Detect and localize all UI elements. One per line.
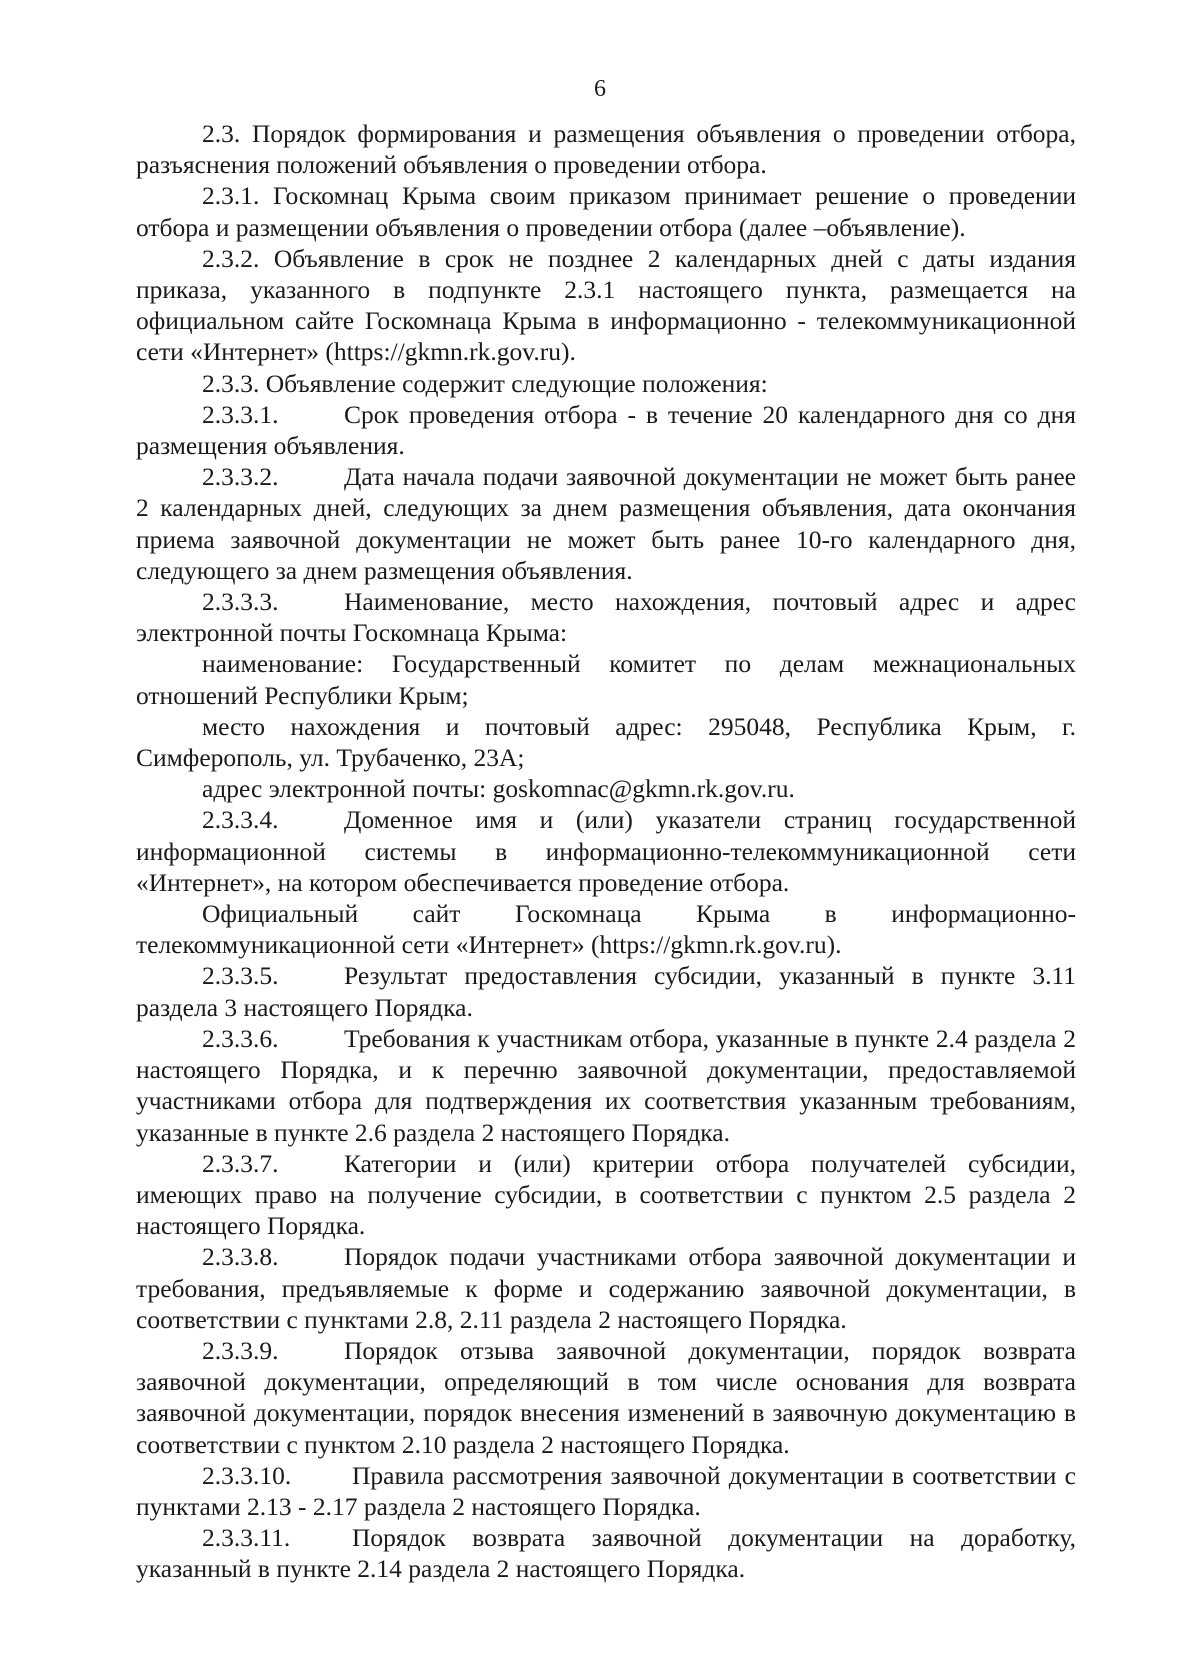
paragraph-number: 2.3.3.7.	[202, 1148, 279, 1178]
paragraph	[136, 1241, 1076, 1335]
document-body	[136, 118, 1076, 1585]
paragraph	[136, 1460, 1076, 1522]
paragraph-text: Наименование, место нахождения, почтовый адрес и адрес электронной почты Госкомнаца Крыма:	[136, 587, 1076, 648]
paragraph-text: Доменное имя и (или) указатели страниц государственной информационной системы в информационно-телекоммуникационной сети «Интернет», на котором обеспечивается проведение отбора.	[136, 805, 1076, 897]
page-number: 6	[594, 76, 606, 102]
paragraph	[136, 461, 1076, 586]
paragraph	[136, 1335, 1076, 1460]
paragraph	[136, 773, 1076, 804]
paragraph-number: 2.3.3.11.	[202, 1523, 291, 1553]
paragraph-text: Порядок возврата заявочной документации на доработку, указанный в пункте 2.14 раздела 2 настоящего Порядка.	[136, 1523, 1076, 1584]
paragraph-text: Требования к участникам отбора, указанные в пункте 2.4 раздела 2 настоящего Порядка, и к перечню заявочной документации, предоставляемой участниками отбора для подтверждения их соответствия указанным требованиям, указанные в пункте 2.6 раздела 2 настоящего Порядка.	[136, 1023, 1076, 1147]
paragraph	[136, 118, 1076, 180]
paragraph-text: Официальный сайт Госкомнаца Крыма в информационно-телекоммуникационной сети «Интернет» (https://gkmn.rk.gov.ru).	[136, 899, 1076, 960]
paragraph	[136, 180, 1076, 242]
paragraph-number: 2.3.3.8.	[202, 1242, 279, 1272]
paragraph-text: 2.3.1. Госкомнац Крыма своим приказом принимает решение о проведении отбора и размещении объявления о проведении отбора (далее –объявление).	[136, 181, 1076, 242]
paragraph	[136, 648, 1076, 710]
paragraph-text: 2.3. Порядок формирования и размещения объявления о проведении отбора, разъяснения положений объявления о проведении отбора.	[136, 119, 1076, 180]
paragraph	[136, 804, 1076, 898]
paragraph	[136, 368, 1076, 399]
paragraph-number: 2.3.3.6.	[202, 1023, 279, 1053]
paragraph-text: 2.3.2. Объявление в срок не позднее 2 календарных дней с даты издания приказа, указанного в подпункте 2.3.1 настоящего пункта, размещается на официальном сайте Госкомнаца Крыма в информационно - телекоммуникационной сети «Интернет» (https://gkmn.rk.gov.ru).	[136, 243, 1076, 367]
paragraph	[136, 399, 1076, 461]
paragraph-text: Порядок отзыва заявочной документации, порядок возврата заявочной документации, определяющий в том числе основания для возврата заявочной документации, порядок внесения изменений в заявочную документацию в соответствии с пунктом 2.10 раздела 2 настоящего Порядка.	[136, 1335, 1076, 1459]
paragraph	[136, 1023, 1076, 1148]
paragraph-number: 2.3.3.1.	[202, 399, 279, 429]
paragraph	[136, 898, 1076, 960]
paragraph-number: 2.3.3.4.	[202, 805, 279, 835]
paragraph	[136, 243, 1076, 368]
paragraph-text: наименование: Государственный комитет по делам межнациональных отношений Республики Крым;	[136, 649, 1076, 710]
paragraph	[136, 711, 1076, 773]
paragraph-text: место нахождения и почтовый адрес: 295048, Республика Крым, г. Симферополь, ул. Трубаченко, 23А;	[136, 711, 1076, 773]
paragraph-text: 2.3.3. Объявление содержит следующие положения:	[202, 368, 768, 398]
paragraph	[136, 1522, 1076, 1584]
paragraph-number: 2.3.3.2.	[202, 462, 279, 492]
paragraph-text: Результат предоставления субсидии, указанный в пункте 3.11 раздела 3 настоящего Порядка.	[136, 961, 1076, 1022]
paragraph	[136, 960, 1076, 1022]
paragraph	[136, 1148, 1076, 1242]
paragraph-number: 2.3.3.5.	[202, 961, 279, 991]
paragraph-text: Срок проведения отбора - в течение 20 календарного дня со дня размещения объявления.	[136, 399, 1076, 461]
paragraph-number: 2.3.3.10.	[202, 1460, 292, 1490]
paragraph-text: Правила рассмотрения заявочной документации в соответствии с пунктами 2.13 - 2.17 раздела 2 настоящего Порядка.	[136, 1460, 1076, 1521]
paragraph-text: Дата начала подачи заявочной документации не может быть ранее 2 календарных дней, следующих за днем размещения объявления, дата окончания приема заявочной документации не может быть ранее 10-го календарного дня, следующего за днем размещения объявления.	[136, 462, 1076, 585]
paragraph-number: 2.3.3.3.	[202, 587, 279, 617]
paragraph-text: Категории и (или) критерии отбора получателей субсидии, имеющих право на получение субсидии, в соответствии с пунктом 2.5 раздела 2 настоящего Порядка.	[136, 1148, 1076, 1241]
paragraph-text: Порядок подачи участниками отбора заявочной документации и требования, предъявляемые к форме и содержанию заявочной документации, в соответствии с пунктами 2.8, 2.11 раздела 2 настоящего Порядка.	[136, 1242, 1076, 1334]
paragraph	[136, 586, 1076, 648]
paragraph-text: адрес электронной почты: goskomnac@gkmn.rk.gov.ru.	[202, 774, 795, 804]
paragraph-number: 2.3.3.9.	[202, 1335, 279, 1365]
